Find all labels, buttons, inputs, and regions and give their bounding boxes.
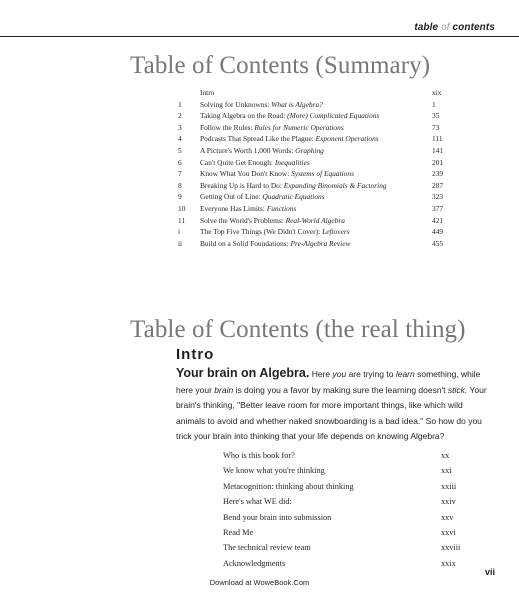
chapter-number: 9 (178, 192, 182, 202)
footer-note: Download at WoweBook.Com (209, 578, 310, 587)
intro-text: are trying to (346, 369, 396, 379)
chapter-title: Getting Out of Line: (200, 192, 263, 202)
chapter-title-cell (200, 191, 424, 203)
summary-title: Table of Contents (Summary) (130, 52, 431, 79)
intro-item (223, 556, 471, 571)
chapter-number: 7 (178, 169, 182, 179)
chapter-title-cell (200, 87, 424, 99)
intro-item-title: Here's what WE did: (223, 497, 292, 507)
chapter-number: 2 (178, 111, 182, 121)
toc-row (178, 168, 464, 180)
chapter-number: 5 (178, 145, 182, 155)
chapter-subtitle: (More) Complicated Equations (287, 111, 380, 121)
intro-item (223, 448, 471, 463)
intro-item-page: xxix (441, 558, 456, 568)
intro-list-body (223, 448, 471, 571)
intro-emphasis: you (332, 369, 347, 379)
chapter-subtitle: Rules for Numeric Operations (254, 122, 344, 132)
chapter-title-cell (200, 215, 424, 227)
intro-item-page: xxiii (441, 481, 457, 491)
header-word-table: table (414, 22, 439, 33)
chapter-page: 111 (432, 134, 443, 144)
chapter-subtitle: Functions (266, 203, 297, 213)
chapter-subtitle: Pre-Algebra Review (290, 238, 351, 248)
intro-item (223, 510, 471, 525)
intro-item-page: xxi (441, 466, 452, 476)
intro-item (223, 540, 471, 555)
chapter-page: 73 (432, 122, 440, 132)
intro-text: Here (309, 369, 333, 379)
toc-row (178, 238, 464, 250)
chapter-page: 323 (432, 192, 444, 202)
chapter-subtitle: Expanding Binomials & Factoring (283, 180, 387, 190)
intro-text: is doing you a favor by making sure the learning doesn't (233, 384, 448, 395)
chapter-title-cell (200, 180, 424, 192)
chapter-title-cell (200, 168, 424, 180)
chapter-title: The Top Five Things (We Didn't Cover): (200, 227, 323, 237)
intro-paragraph (176, 366, 494, 445)
chapter-page: 449 (432, 227, 444, 237)
toc-row (178, 133, 464, 145)
chapter-title: Podcasts That Spread Like the Plague: (200, 134, 316, 144)
chapter-page: 239 (432, 169, 444, 179)
chapter-page: 141 (432, 145, 444, 155)
chapter-page: 421 (432, 215, 444, 225)
page-number: vii (484, 567, 495, 577)
summary-table (178, 87, 464, 249)
chapter-number: 11 (178, 215, 186, 225)
chapter-title: Breaking Up is Hard to Do: (200, 180, 284, 190)
intro-item-page: xxiv (441, 497, 456, 507)
intro-emphasis: learn (395, 369, 415, 379)
toc-row (178, 226, 464, 238)
toc-row (178, 180, 464, 192)
header-rule (0, 36, 519, 37)
chapter-subtitle: Graphing (295, 145, 324, 155)
chapter-subtitle: What is Algebra? (271, 99, 323, 109)
real-contents-title: Table of Contents (the real thing) (130, 316, 466, 343)
header-word-of: of (441, 22, 450, 33)
toc-row (178, 203, 464, 215)
chapter-number: 4 (178, 134, 182, 144)
chapter-page: 35 (432, 111, 440, 121)
intro-heading: Intro (176, 346, 215, 363)
toc-row (178, 87, 464, 99)
toc-row (178, 191, 464, 203)
intro-item-title: Who is this book for? (223, 451, 295, 460)
toc-row (178, 157, 464, 169)
intro-text: Your brain's thinking, "Better leave room for more important things, like which wild animals to avoid and whether naked snowboarding is a bad idea." So how do you trick your brain into thinking that your life depends on knowing Algebra? (176, 384, 487, 441)
chapter-title-cell (200, 133, 424, 145)
intro-item-title: We know what you're thinking (223, 466, 325, 476)
chapter-number: ii (178, 238, 183, 248)
chapter-title-cell (200, 122, 424, 134)
intro-item (223, 479, 471, 494)
chapter-title: Solving for Unknowns: (200, 99, 272, 109)
chapter-number: 8 (178, 180, 182, 190)
chapter-title-cell (200, 110, 424, 122)
intro-item-title: The technical review team (223, 543, 311, 553)
chapter-page: xix (432, 88, 442, 97)
chapter-page: 201 (432, 157, 444, 167)
toc-row (178, 145, 464, 157)
chapter-subtitle: Quadratic Equations (262, 192, 325, 202)
chapter-subtitle: Leftovers (322, 227, 350, 237)
chapter-page: 455 (432, 238, 444, 248)
intro-item-page: xxv (441, 512, 454, 522)
chapter-title: Solve the World's Problems: (200, 215, 286, 225)
chapter-number: 3 (178, 122, 182, 132)
chapter-title: Know What You Don't Know: (200, 169, 292, 179)
chapter-number: 1 (178, 99, 182, 109)
chapter-title: Follow the Rules: (200, 122, 255, 132)
chapter-number: 6 (178, 157, 182, 167)
chapter-title: Intro (200, 88, 215, 97)
chapter-page: 377 (432, 203, 444, 213)
intro-item-title: Acknowledgments (223, 558, 286, 568)
intro-emphasis: stick. (447, 384, 468, 395)
intro-lead: Your brain on Algebra. (176, 366, 310, 380)
intro-item-title: Read Me (223, 528, 254, 538)
intro-item (223, 525, 471, 540)
chapter-title: Taking Algebra on the Road: (200, 111, 288, 121)
chapter-title-cell (200, 145, 424, 157)
intro-emphasis: brain (214, 384, 234, 395)
intro-item-page: xxvi (441, 528, 456, 538)
chapter-title: A Picture's Worth 1,000 Words: (200, 145, 296, 155)
chapter-page: 287 (432, 180, 444, 190)
chapter-subtitle: Real-World Algebra (285, 215, 345, 225)
chapter-title-cell (200, 203, 424, 215)
summary-table-body (178, 87, 464, 249)
chapter-title-cell (200, 238, 424, 250)
chapter-number: i (178, 227, 181, 237)
intro-item-page: xx (441, 451, 450, 460)
intro-item-title: Bend your brain into submission (223, 512, 332, 522)
chapter-title: Can't Quite Get Enough: (200, 157, 275, 167)
toc-row (178, 122, 464, 134)
chapter-subtitle: Inequalities (274, 157, 310, 167)
chapter-number: 10 (178, 203, 186, 213)
chapter-number (178, 87, 200, 99)
running-header (414, 22, 495, 33)
chapter-title-cell (200, 99, 424, 111)
chapter-title: Build on a Solid Foundations: (200, 238, 291, 248)
header-word-contents: contents (452, 22, 495, 33)
chapter-subtitle: Exponent Operations (315, 134, 379, 144)
chapter-subtitle: Systems of Equations (291, 169, 354, 179)
toc-row (178, 110, 464, 122)
toc-row (178, 215, 464, 227)
chapter-page: 1 (432, 99, 436, 109)
toc-row (178, 99, 464, 111)
intro-item (223, 463, 471, 478)
intro-item-title: Metacognition: thinking about thinking (223, 481, 354, 491)
intro-item-page: xxviii (441, 543, 461, 553)
intro-contents-list (223, 448, 471, 571)
chapter-title-cell (200, 226, 424, 238)
chapter-title: Everyone Has Limits: (200, 203, 267, 213)
chapter-title-cell (200, 157, 424, 169)
intro-text: something, while here your (176, 369, 481, 395)
intro-item (223, 494, 471, 509)
